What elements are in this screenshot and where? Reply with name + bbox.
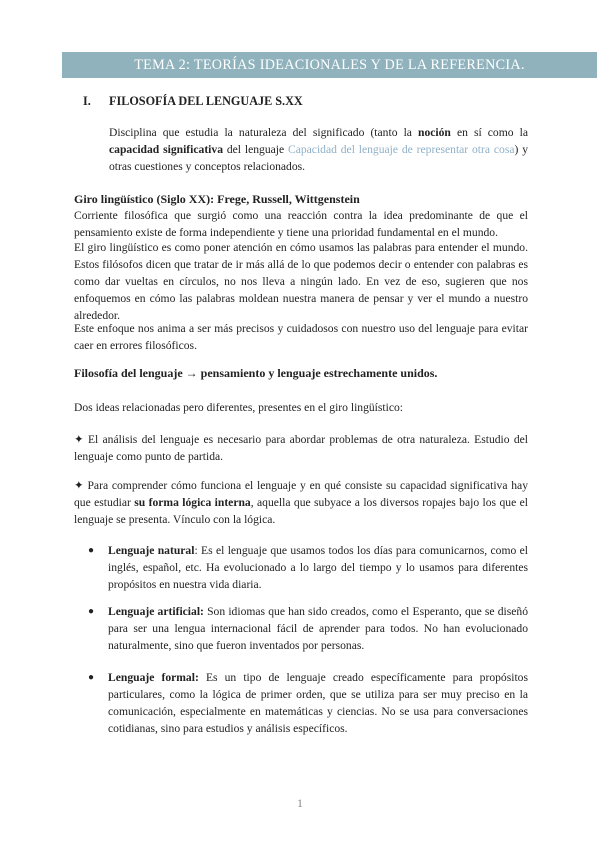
giro-heading: Giro lingüístico (Siglo XX): Frege, Russell, Wittgenstein: [74, 192, 360, 206]
filosofia-idea-1: ✦ El análisis del lenguaje es necesario para abordar problemas de otra naturaleza. Estudio del lenguaje como punto de partida.: [74, 433, 528, 463]
filosofia-intro: Dos ideas relacionadas pero diferentes, presentes en el giro lingüístico:: [74, 401, 404, 414]
intro-bold-capacidad: capacidad significativa: [109, 143, 223, 156]
section-heading: [83, 94, 303, 109]
idea-2-text-c: , aquella que subyace a los diversos ropajes bajo los que el lenguaje se presenta. Vínculo con la lógica.: [74, 496, 528, 526]
intro-annotation-link[interactable]: Capacidad del lenguaje de representar otra cosa: [287, 143, 515, 156]
intro-text-3: del lenguaje: [223, 143, 288, 156]
section-number: I.: [83, 94, 91, 108]
list-item-body: Son idiomas que han sido creados, como el Esperanto, que se diseñó para ser una lengua internacional fácil de aprender para todos. No han evolucionado naturalmente, sino que fueron inventados por personas.: [108, 605, 528, 652]
list-item-text: [108, 542, 528, 593]
list-item-term: Lenguaje natural: [108, 544, 195, 557]
list-item-text: [108, 669, 528, 737]
giro-paragraph-1: Corriente filosófica que surgió como una reacción contra la idea predominante de que el pensamiento existe de forma independiente y tiene una prioridad fundamental en el mundo.: [74, 209, 528, 239]
page-number: 1: [297, 796, 303, 810]
giro-paragraph-2: El giro lingüístico es como poner atención en cómo usamos las palabras para entender el mundo. Estos filósofos dicen que tratar de ir más allá de lo que podemos decir o entender con palabras es como dar vueltas en círculos, no nos lleva a ningún lado. En vez de eso, sugieren que nos enfoquemos en cómo las palabras moldean nuestra manera de pensar y ver el mundo a nuestro alrededor.: [74, 241, 528, 322]
intro-text-1: Disciplina que estudia la naturaleza del significado (tanto la: [109, 126, 419, 139]
intro-text-4: ) y otras cuestiones y conceptos relacionados.: [109, 143, 528, 173]
filosofia-heading: Filosofía del lenguaje → pensamiento y lenguaje estrechamente unidos.: [74, 366, 438, 380]
bullet-icon: ●: [88, 545, 95, 556]
list-item-term: Lenguaje formal:: [108, 671, 199, 684]
intro-bold-nocion: noción: [418, 126, 451, 139]
section-title: FILOSOFÍA DEL LENGUAJE S.XX: [109, 94, 303, 108]
list-item-body: Es un tipo de lenguaje creado específicamente para propósitos particulares, como la lógica de primer orden, que se utiliza para ser muy preciso en la comunicación, especialmente en matemáticas y ciencias. No se usa para conversaciones cotidianas, sino para estudios y análisis específicos.: [108, 671, 528, 735]
filosofia-idea-2: [74, 477, 528, 528]
intro-text-2: en sí como la: [450, 126, 528, 139]
giro-paragraph-3: Este enfoque nos anima a ser más precisos y cuidadosos con nuestro uso del lenguaje para evitar caer en errores filosóficos.: [74, 322, 528, 352]
list-item-body: Es el lenguaje que usamos todos los días para comunicarnos, como el inglés, español, etc. Ha evolucionado a lo largo del tiempo y lo usamos para diferentes propósitos en nuestra vida diaria.: [108, 544, 528, 591]
list-item-sep: :: [194, 544, 202, 557]
list-item-term: Lenguaje artificial:: [108, 605, 204, 618]
list-item-text: [108, 603, 528, 654]
idea-2-text-a: ✦ Para comprender cómo funciona el lenguaje y en qué consiste su capacidad significativa hay que estudiar: [74, 479, 528, 509]
document-banner-title: TEMA 2: TEORÍAS IDEACIONALES Y DE LA REFERENCIA.: [62, 52, 597, 78]
bullet-icon: ●: [88, 672, 95, 683]
intro-paragraph: [109, 124, 528, 175]
bullet-icon: ●: [88, 606, 95, 617]
list-item-sep: [199, 671, 206, 684]
idea-2-bold: su forma lógica interna: [134, 496, 251, 509]
